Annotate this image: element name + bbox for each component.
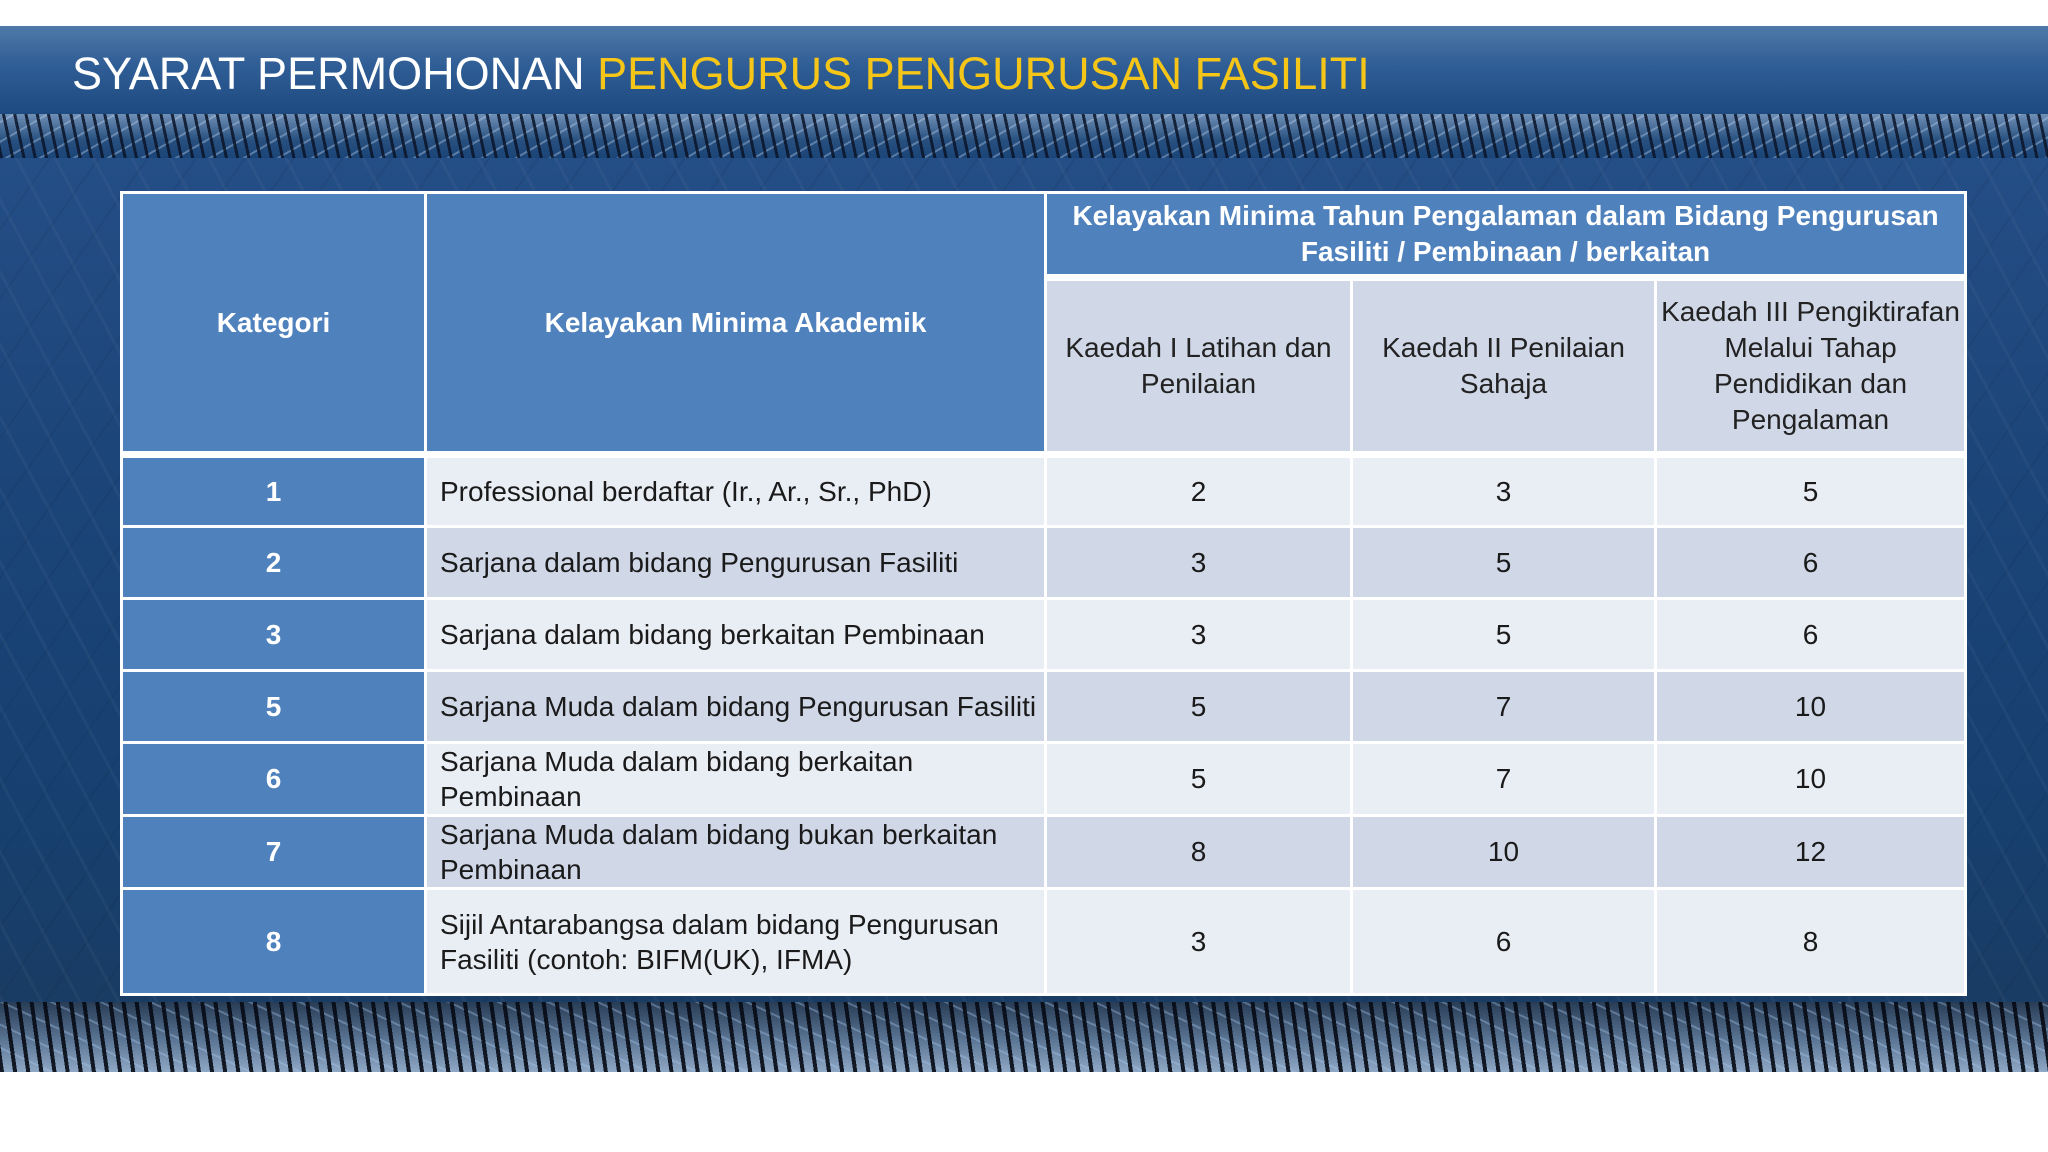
cell-kaedah-1: 2: [1046, 455, 1352, 527]
header-kaedah-2: Kaedah II Penilaian Sahaja: [1352, 278, 1656, 455]
cell-kaedah-3: 10: [1656, 671, 1966, 743]
cell-akademik: Professional berdaftar (Ir., Ar., Sr., PhD): [426, 455, 1046, 527]
title-prefix: SYARAT PERMOHONAN: [72, 48, 598, 99]
table-row: [122, 455, 1966, 527]
cell-kaedah-3: 12: [1656, 816, 1966, 889]
cell-kaedah-2: 7: [1352, 743, 1656, 816]
cell-kategori: 7: [122, 816, 426, 889]
slide-title: [72, 48, 1370, 100]
title-highlight: PENGURUS PENGURUSAN FASILITI: [597, 48, 1370, 99]
skyline-background-bottom: [0, 1002, 2048, 1072]
cell-kaedah-2: 6: [1352, 889, 1656, 995]
requirements-table: [120, 191, 1967, 996]
header-kaedah-1: Kaedah I Latihan dan Penilaian: [1046, 278, 1352, 455]
cell-kaedah-1: 3: [1046, 889, 1352, 995]
slide: [0, 26, 2048, 1072]
header-akademik: Kelayakan Minima Akademik: [426, 193, 1046, 455]
table-row: [122, 671, 1966, 743]
table-row: [122, 816, 1966, 889]
cell-kaedah-2: 5: [1352, 527, 1656, 599]
cell-kaedah-2: 7: [1352, 671, 1656, 743]
cell-akademik: Sijil Antarabangsa dalam bidang Pengurusan Fasiliti (contoh: BIFM(UK), IFMA): [426, 889, 1046, 995]
cell-akademik: Sarjana Muda dalam bidang berkaitan Pembinaan: [426, 743, 1046, 816]
cell-kategori: 3: [122, 599, 426, 671]
table-row: [122, 889, 1966, 995]
cell-akademik: Sarjana Muda dalam bidang Pengurusan Fasiliti: [426, 671, 1046, 743]
header-kategori: Kategori: [122, 193, 426, 455]
cell-kaedah-3: 6: [1656, 599, 1966, 671]
cell-kategori: 1: [122, 455, 426, 527]
cell-kaedah-1: 5: [1046, 743, 1352, 816]
skyline-background-top: [0, 114, 2048, 158]
table-row: [122, 743, 1966, 816]
table-row: [122, 527, 1966, 599]
cell-kaedah-2: 5: [1352, 599, 1656, 671]
cell-kategori: 6: [122, 743, 426, 816]
cell-kaedah-1: 8: [1046, 816, 1352, 889]
cell-kaedah-1: 3: [1046, 599, 1352, 671]
header-kaedah-3: Kaedah III Pengiktirafan Melalui Tahap Pendidikan dan Pengalaman: [1656, 278, 1966, 455]
cell-kaedah-3: 5: [1656, 455, 1966, 527]
cell-akademik: Sarjana dalam bidang berkaitan Pembinaan: [426, 599, 1046, 671]
cell-kategori: 8: [122, 889, 426, 995]
cell-akademik: Sarjana dalam bidang Pengurusan Fasiliti: [426, 527, 1046, 599]
cell-kaedah-3: 6: [1656, 527, 1966, 599]
cell-kategori: 2: [122, 527, 426, 599]
cell-kaedah-2: 10: [1352, 816, 1656, 889]
cell-akademik: Sarjana Muda dalam bidang bukan berkaitan Pembinaan: [426, 816, 1046, 889]
cell-kaedah-1: 3: [1046, 527, 1352, 599]
cell-kaedah-3: 8: [1656, 889, 1966, 995]
header-pengalaman: Kelayakan Minima Tahun Pengalaman dalam Bidang Pengurusan Fasiliti / Pembinaan / berkaitan: [1046, 193, 1966, 278]
cell-kaedah-3: 10: [1656, 743, 1966, 816]
table-row: [122, 599, 1966, 671]
cell-kaedah-2: 3: [1352, 455, 1656, 527]
cell-kategori: 5: [122, 671, 426, 743]
cell-kaedah-1: 5: [1046, 671, 1352, 743]
